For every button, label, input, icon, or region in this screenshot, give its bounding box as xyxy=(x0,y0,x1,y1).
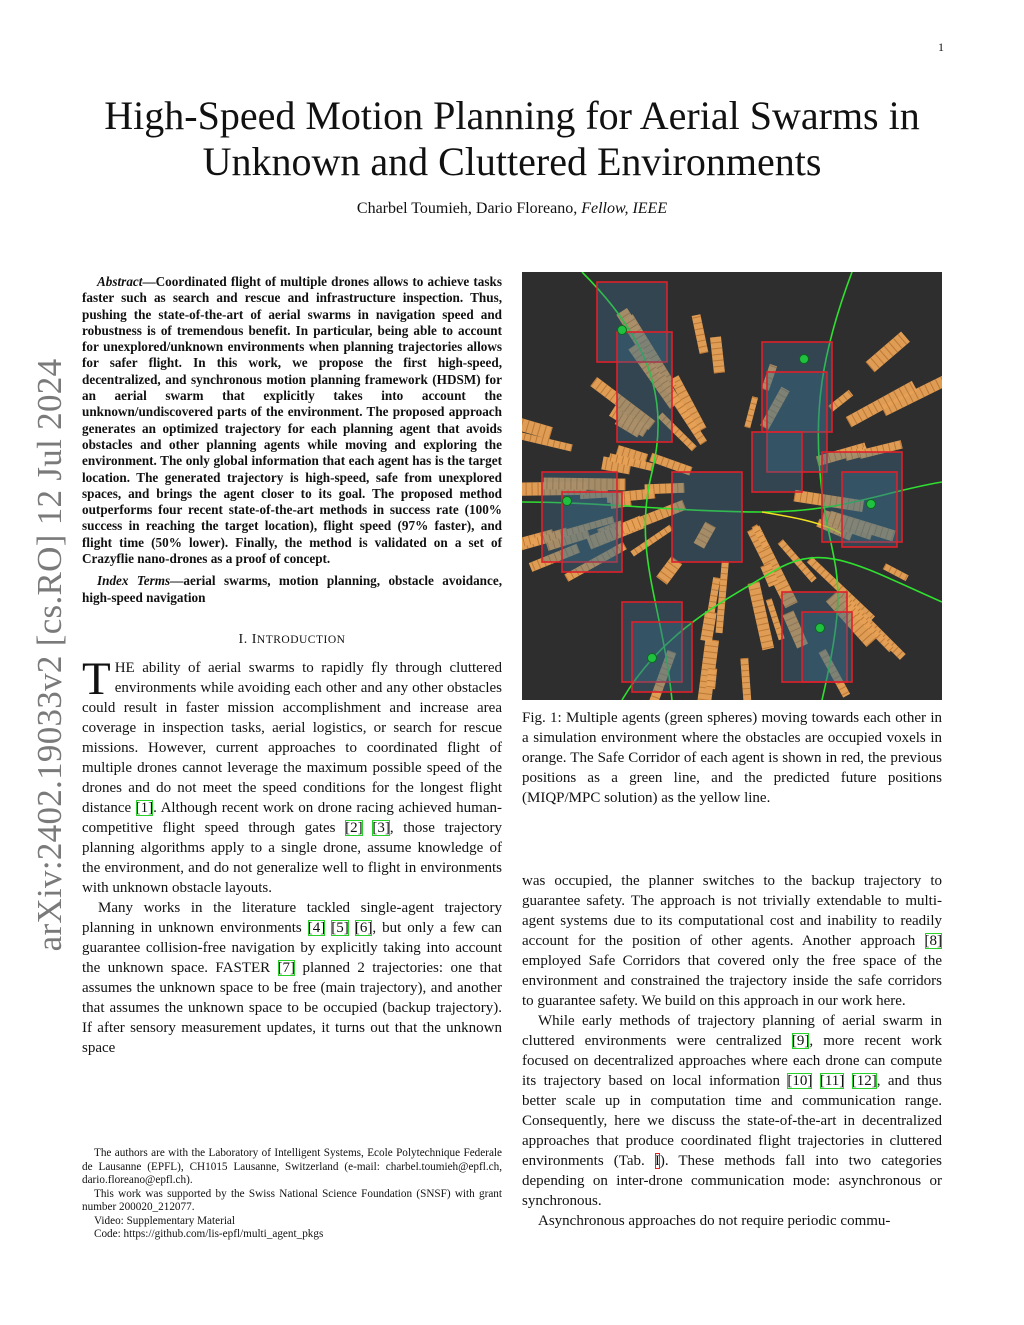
index-terms-label: Index Terms xyxy=(97,573,171,589)
citation-link[interactable]: [2] xyxy=(345,819,363,836)
citation-link[interactable]: [8] xyxy=(924,933,942,949)
author-names: Charbel Toumieh, Dario Floreano, xyxy=(356,200,582,217)
footnotes xyxy=(82,1147,502,1242)
safe-corridor-fill xyxy=(752,432,802,492)
safe-corridor-fill xyxy=(632,622,692,692)
page-number: 1 xyxy=(938,40,944,54)
safe-corridor-fill xyxy=(672,472,742,562)
citation-link[interactable]: [9] xyxy=(791,1033,810,1049)
agent-sphere xyxy=(618,326,627,335)
agent-sphere xyxy=(800,355,809,364)
index-terms xyxy=(82,573,502,606)
citation-link[interactable]: [4] xyxy=(307,919,326,936)
index-terms-text: —aerial swarms, motion planning, obstacle avoidance, high-speed navigation xyxy=(82,573,503,605)
left-column xyxy=(82,274,502,1058)
right-column xyxy=(522,272,942,808)
footnote-video[interactable]: Video: Supplementary Material xyxy=(94,1214,235,1227)
abstract xyxy=(82,274,502,567)
citation-link[interactable]: [3] xyxy=(372,819,390,836)
agent-sphere xyxy=(867,500,876,509)
citation-link[interactable]: [11] xyxy=(819,1073,845,1089)
figure-1-caption: Fig. 1: Multiple agents (green spheres) moving towards each other in a simulation environment where the obstacles are occupied voxels in orange. The Safe Corridor of each agent is shown in red, the previous positions as a green line, and the predicted future positions (MIQP/MPC solution) as the yellow line. xyxy=(522,710,942,806)
right-paragraph-3: Asynchronous approaches do not require periodic commu- xyxy=(538,1213,891,1229)
citation-link[interactable]: [12] xyxy=(851,1073,877,1089)
table-link[interactable]: I xyxy=(654,1153,660,1169)
obstacle-voxel-pillar xyxy=(711,668,713,688)
arxiv-stamp: arXiv:2402.19033v2 [cs.RO] 12 Jul 2024 xyxy=(30,358,69,952)
footnote-funding: This work was supported by the Swiss National Science Foundation (SNSF) with grant number 200020_212077. xyxy=(82,1187,502,1213)
right-body-text xyxy=(522,871,942,1231)
citation-link[interactable]: [5] xyxy=(331,919,349,936)
figure-1-simulation xyxy=(522,272,942,700)
citation-link[interactable]: [6] xyxy=(354,919,373,936)
agent-sphere xyxy=(816,624,825,633)
abstract-label: Abstract xyxy=(97,274,143,289)
footnote-affiliation: The authors are with the Laboratory of Intelligent Systems, Ecole Polytechnique Federale de Lausanne (EPFL), CH1015 Lausanne, Switzerland (e-mail: charbel.toumieh@epfl.ch, dario.floreano@epfl.ch). xyxy=(82,1147,502,1186)
safe-corridor-fill xyxy=(617,332,672,442)
citation-link[interactable]: [10] xyxy=(787,1073,813,1089)
dropcap: T xyxy=(82,652,111,705)
right-paragraph-1: was occupied, the planner switches to the backup trajectory to guarantee safety. The approach is not trivially extendable to multi-agent systems due to its computational cost and inability to readily account for the position of other agents. Another approach [8] employed Safe Corridors that covered only the free space of the environment and constrained the trajectory inside the safe corridors to guarantee safety. We build on this approach in our work here. xyxy=(522,873,942,1009)
citation-link[interactable]: [1] xyxy=(135,799,154,816)
agent-sphere xyxy=(648,654,657,663)
right-paragraph-2: While early methods of trajectory planning of aerial swarm in cluttered environments were centralized [9], more recent work focused on decentralized approaches where each drone can compute its trajectory based on local information [10] [11] [12], and thus better scale up in computation time and communication range. Consequently, here we discuss the state-of-the-art in decentralized approaches that produce coordinated flight trajectories in cluttered environments (Tab. I). These methods fall into two categories depending on inter-drone communication mode: asynchronous or synchronous. xyxy=(522,1013,943,1209)
intro-paragraph-2: Many works in the literature tackled single-agent trajectory planning in unknown environments [4] [5] [6], but only a few can guarantee collision-free navigation by explicitly taking into account the unknown space. FASTER [7] planned 2 trajectories: one that assumes the unknown space to be free (main trajectory), and another that assumes the unknown space to be occupied (backup trajectory). If after sensory measurement updates, it turns out that the unknown space xyxy=(82,899,503,1056)
citation-link[interactable]: [7] xyxy=(277,959,296,976)
safe-corridor-fill xyxy=(802,612,852,682)
paper-title: High-Speed Motion Planning for Aerial Swarms in Unknown and Cluttered Environments xyxy=(104,93,920,184)
abstract-text: —Coordinated flight of multiple drones allows to achieve tasks faster such as search and rescue and infrastructure inspection. Thus, pushing the state-of-the-art of aerial swarms in navigation speed and robustness is of tremendous benefit. In particular, being able to account for unexplored/unknown environments when planning trajectories allows for safer flight. In this work, we propose the first high-speed, decentralized, and synchronous motion planning framework (HDSM) for an aerial swarm that explicitly takes into account the unknown/undiscovered parts of the environment. The proposed approach generates an optimized trajectory for each planning agent that avoids obstacles and other planning agents while moving and exploring the environment. The only global information that each agent has is the target location. The generated trajectory is high-speed, safe from unexplored spaces, and brings the agent closer to its goal. The proposed method outperforms four recent state-of-the-art methods in success rate (100% success in reaching the target location), flight speed (97% faster), and flight time (50% lower). Finally, the method is validated on a set of Crazyflie nano-drones as a proof of concept. xyxy=(82,274,502,567)
author-line xyxy=(60,200,964,218)
author-suffix: Fellow, IEEE xyxy=(581,200,668,217)
footnote-code[interactable]: Code: https://github.com/lis-epfl/multi_agent_pkgs xyxy=(94,1228,324,1240)
intro-paragraph-1: THE ability of aerial swarms to rapidly fly through cluttered environments while avoiding each other and any other obstacles could result in faster mission accomplishment and increase area coverage in inspection tasks, aerial logistics, or search for rescue missions. However, current approaches to coordinated flight of multiple drones cannot leverage the maximum possible speed of the drones and do not meet the speed conditions for the longest flight distance [1]. Although recent work on drone racing achieved human-competitive flight speed through gates [2] [3], those trajectory planning algorithms apply to a single drone, assume knowledge of the environment, and do not generalize well to flight in environments with unknown obstacle layouts. xyxy=(82,652,502,896)
safe-corridor-fill xyxy=(842,472,897,547)
agent-sphere xyxy=(563,497,572,506)
section-heading-introduction: I. INTRODUCTION xyxy=(238,631,346,647)
